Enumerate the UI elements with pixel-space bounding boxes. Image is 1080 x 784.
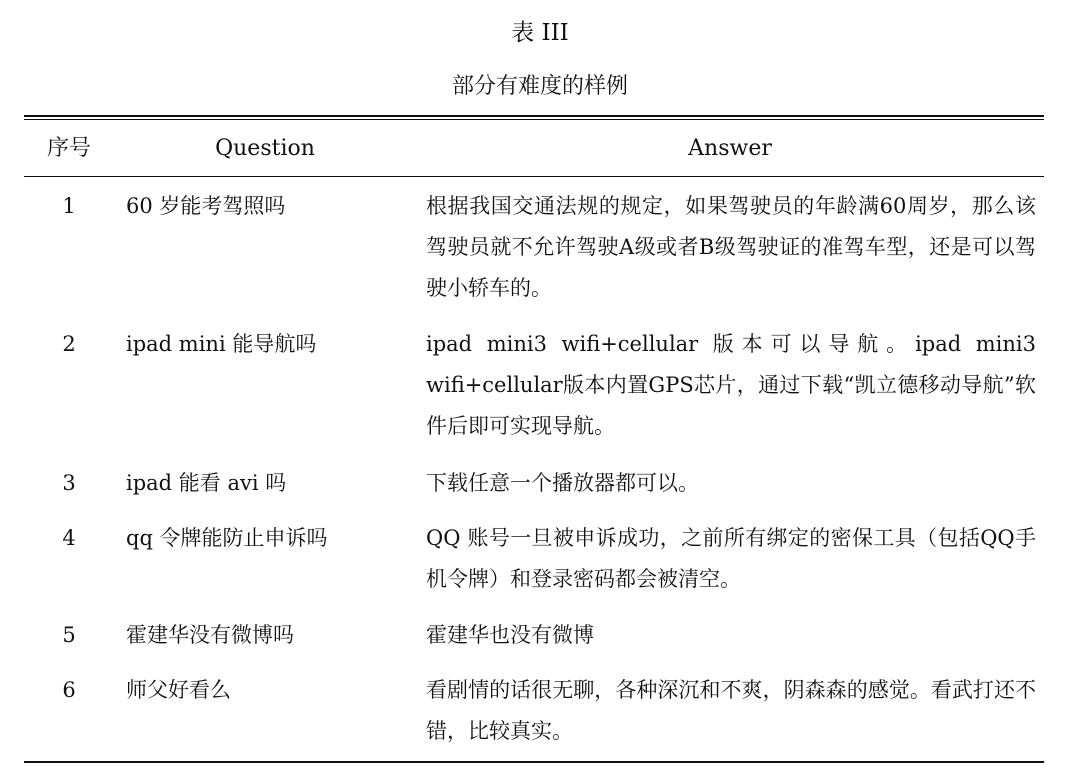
- row-answer: 根据我国交通法规的规定，如果驾驶员的年龄满60周岁，那么该驾驶员就不允许驾驶A级或者B级驾驶证的准驾车型，还是可以驾驶小轿车的。: [426, 194, 1036, 300]
- bottom-rule: [24, 761, 1044, 763]
- row-answer: QQ 账号一旦被申诉成功，之前所有绑定的密保工具（包括QQ手机令牌）和登录密码都会被清空。: [426, 526, 1036, 591]
- row-question: ipad 能看 avi 吗: [126, 471, 287, 495]
- row-answer: 霍建华也没有微博: [426, 623, 594, 647]
- top-rule-thick: [24, 115, 1044, 117]
- row-question: 师父好看么: [126, 678, 231, 702]
- row-answer: ipad mini3 wifi+cellular 版本可以导航。ipad mini3 wifi+cellular版本内置GPS芯片，通过下载“凯立德移动导航”软件后即可实现导航。: [426, 332, 1036, 438]
- row-answer: 下载任意一个播放器都可以。: [426, 471, 699, 495]
- row-number: 1: [62, 194, 76, 218]
- row-number: 2: [62, 332, 76, 356]
- row-number: 3: [62, 471, 76, 495]
- table-label: 表 III: [511, 20, 569, 46]
- table-caption: 部分有难度的样例: [451, 74, 628, 99]
- header-question: Question: [215, 136, 315, 161]
- row-question: 60 岁能考驾照吗: [126, 194, 286, 218]
- top-rule-thin: [24, 119, 1044, 120]
- row-question: qq 令牌能防止申诉吗: [126, 526, 328, 550]
- row-number: 4: [62, 526, 76, 550]
- header-number: 序号: [46, 136, 91, 161]
- header-rule: [24, 176, 1044, 177]
- header-answer: Answer: [688, 136, 772, 161]
- row-question: ipad mini 能导航吗: [126, 332, 317, 356]
- row-number: 5: [62, 623, 76, 647]
- row-question: 霍建华没有微博吗: [126, 623, 294, 647]
- row-number: 6: [62, 678, 76, 702]
- row-answer: 看剧情的话很无聊，各种深沉和不爽，阴森森的感觉。看武打还不错，比较真实。: [426, 678, 1036, 743]
